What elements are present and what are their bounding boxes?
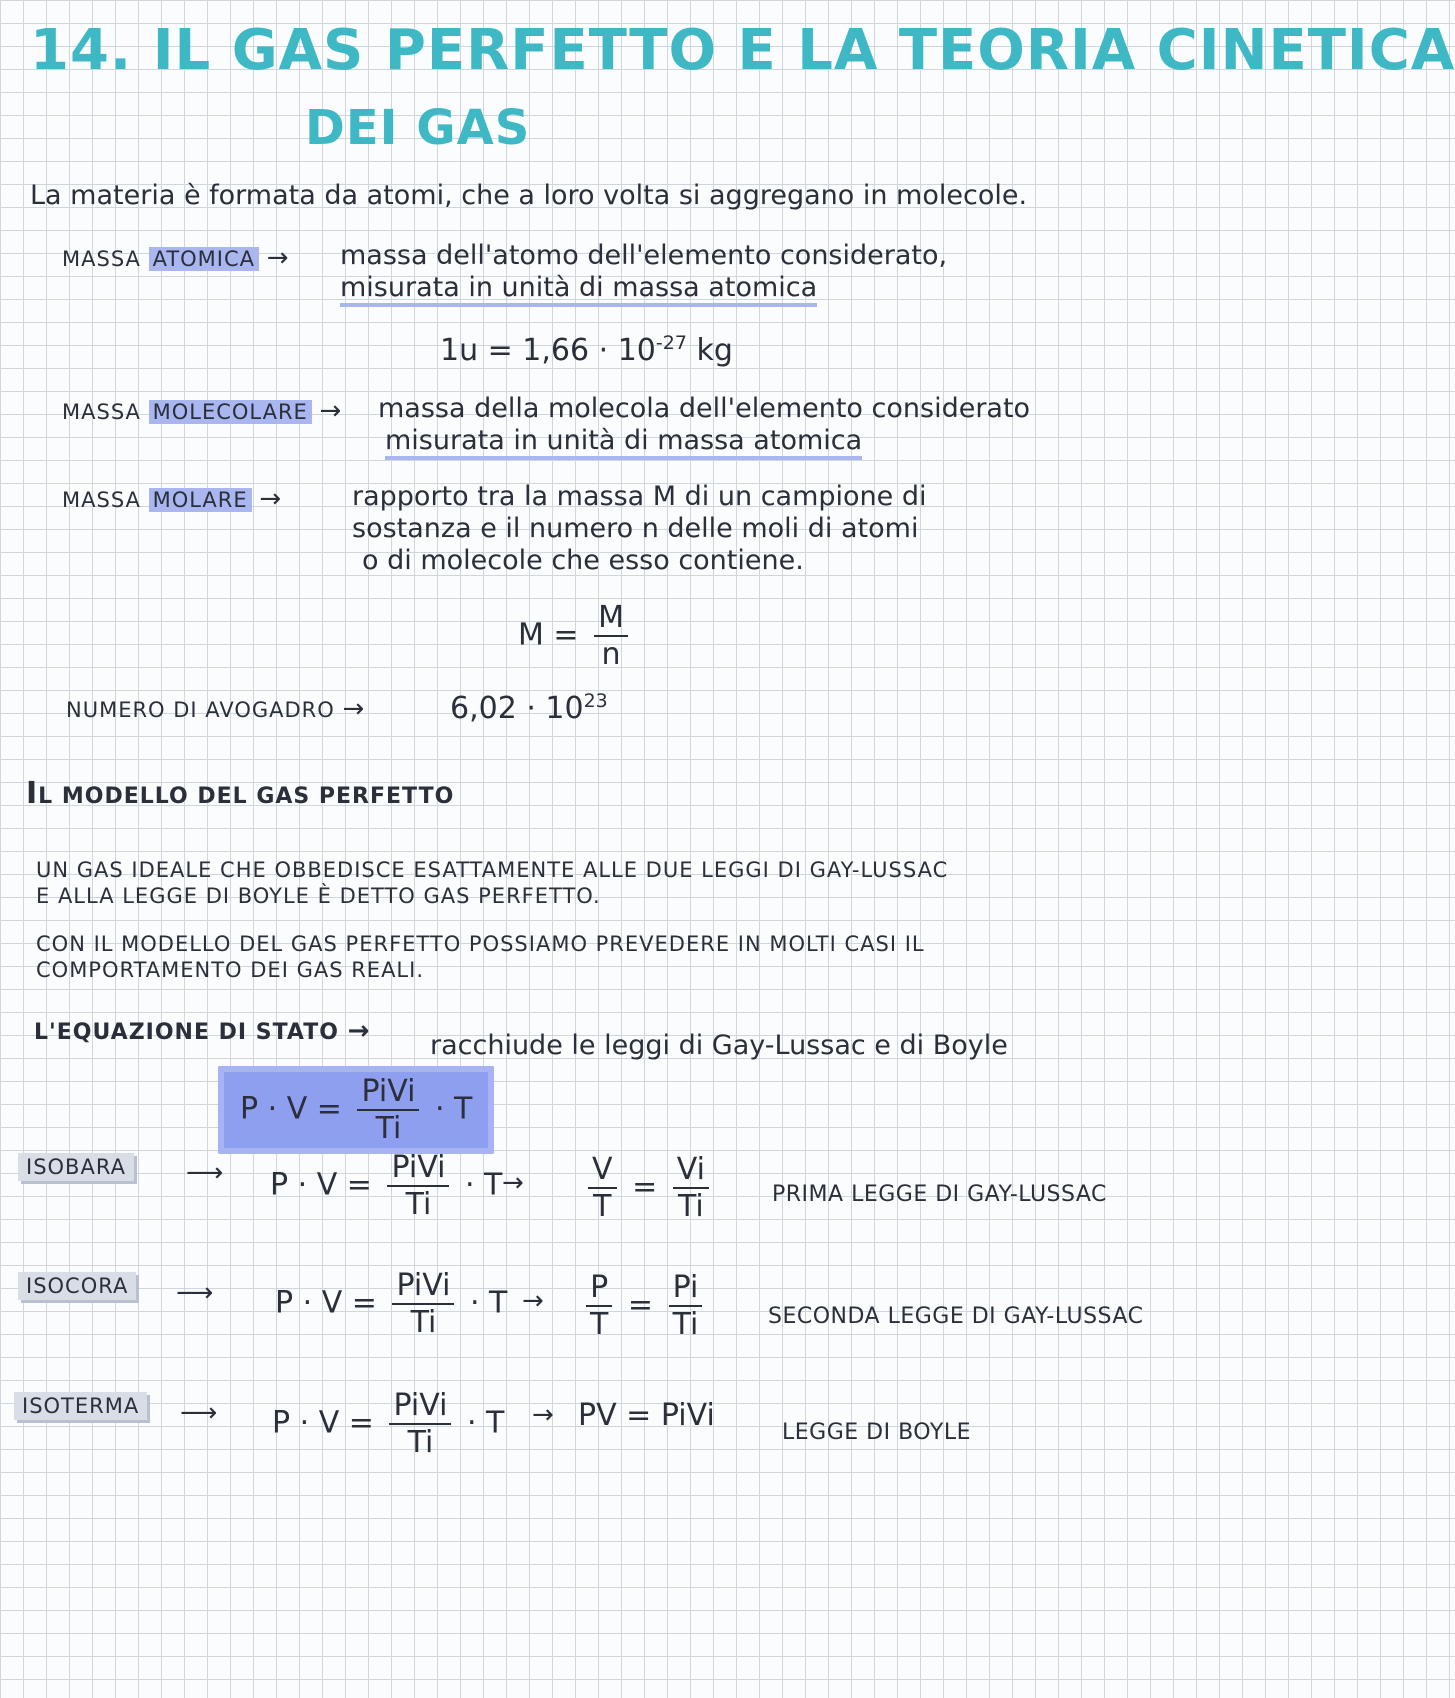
arrow-right-icon: → xyxy=(347,1016,371,1046)
arrow-right-icon: → xyxy=(532,1400,554,1430)
model-paragraph2-line2: COMPORTAMENTO DEI GAS REALI. xyxy=(36,958,425,982)
atomic-mass-def-line1: massa dell'atomo dell'elemento considerato, xyxy=(340,240,948,271)
arrow-right-icon: → xyxy=(522,1286,544,1316)
molar-mass-def-line1: rapporto tra la massa M di un campione di xyxy=(352,481,927,512)
model-paragraph2-line1: CON IL MODELLO DEL GAS PERFETTO POSSIAMO PREVEDERE IN MOLTI CASI IL xyxy=(36,932,925,956)
isobara-equation: P · V = $\frac{\text{PiVi}}{Ti}$ · T xyxy=(270,1150,503,1222)
page-title-line2: DEI GAS xyxy=(305,100,531,156)
isoterma-law: LEGGE DI BOYLE xyxy=(782,1420,971,1445)
molecular-mass-def-line2: misurata in unità di massa atomica xyxy=(385,425,862,460)
state-equation-desc: racchiude le leggi di Gay-Lussac e di Boyle xyxy=(430,1030,1008,1061)
isobara-result: $\frac{V}{T}$ = $\frac{Vi}{Ti}$ xyxy=(582,1152,715,1224)
isobara-label: ISOBARA xyxy=(18,1153,134,1181)
molecular-mass-def-line1: massa della molecola dell'elemento considerato xyxy=(378,393,1031,424)
arrow-right-icon: ⟶ xyxy=(176,1278,214,1308)
isoterma-result: PV = PiVi xyxy=(578,1398,715,1433)
molecular-mass-label: MASSA MOLECOLARE → xyxy=(62,396,343,426)
molar-mass-label: MASSA MOLARE → xyxy=(62,484,283,514)
molar-mass-def-line3: o di molecole che esso contiene. xyxy=(362,545,804,576)
arrow-right-icon: ⟶ xyxy=(180,1398,218,1428)
isocora-label: ISOCORA xyxy=(18,1272,136,1300)
isobara-law: PRIMA LEGGE DI GAY-LUSSAC xyxy=(772,1182,1107,1207)
molar-mass-formula: M = $\frac{M}{n}$ xyxy=(518,600,634,672)
avogadro-value: $6,02 \cdot 10^{23}$ xyxy=(450,690,608,726)
arrow-right-icon: → xyxy=(319,396,343,426)
arrow-right-icon: → xyxy=(502,1168,524,1198)
atomic-mass-def-line2: misurata in unità di massa atomica xyxy=(340,272,817,307)
isocora-law: SECONDA LEGGE DI GAY-LUSSAC xyxy=(768,1304,1144,1329)
avogadro-label: NUMERO DI AVOGADRO → xyxy=(66,694,366,724)
arrow-right-icon: ⟶ xyxy=(186,1158,224,1188)
intro-text: La materia è formata da atomi, che a loro volta si aggregano in molecole. xyxy=(30,180,1028,211)
arrow-right-icon: → xyxy=(259,484,283,514)
state-equation-label: L'EQUAZIONE DI STATO → xyxy=(34,1016,371,1046)
page-title: 14. IL GAS PERFETTO E LA TEORIA CINETICA xyxy=(30,18,1455,83)
molar-mass-def-line2: sostanza e il numero n delle moli di atomi xyxy=(352,513,919,544)
model-paragraph1-line1: UN GAS IDEALE CHE OBBEDISCE ESATTAMENTE ALLE DUE LEGGI DI GAY-LUSSAC xyxy=(36,858,949,882)
arrow-right-icon: → xyxy=(266,243,290,273)
section-heading-ideal-gas-model: IL MODELLO DEL GAS PERFETTO xyxy=(26,776,455,811)
arrow-right-icon: → xyxy=(342,694,366,724)
isoterma-equation: P · V = $\frac{\text{PiVi}}{Ti}$ · T xyxy=(272,1388,505,1460)
state-equation-box: P · V = $\frac{\text{PiVi}}{Ti}$ · T xyxy=(218,1066,494,1154)
isoterma-label: ISOTERMA xyxy=(14,1392,147,1420)
isocora-result: $\frac{P}{T}$ = $\frac{Pi}{Ti}$ xyxy=(580,1270,708,1342)
amu-formula: $1u = 1,66 \cdot 10^{-27}$ kg xyxy=(440,332,733,368)
atomic-mass-label: MASSA ATOMICA → xyxy=(62,243,290,273)
isocora-equation: P · V = $\frac{\text{PiVi}}{Ti}$ · T xyxy=(275,1268,508,1340)
model-paragraph1-line2: E ALLA LEGGE DI BOYLE È DETTO GAS PERFETTO. xyxy=(36,884,601,908)
